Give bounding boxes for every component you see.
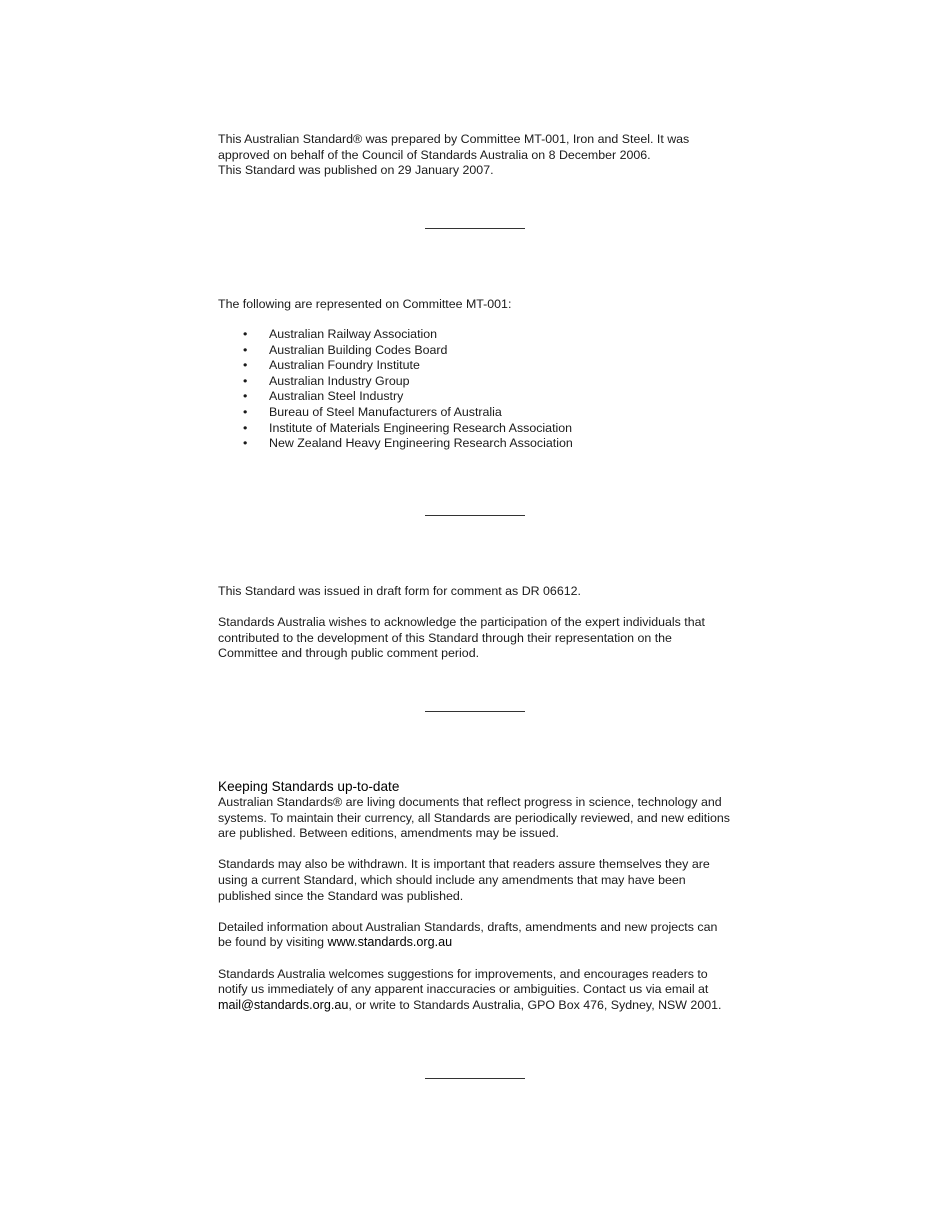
list-item xyxy=(218,405,573,421)
paragraph-line: published since the Standard was published. xyxy=(218,888,464,903)
acknowledgement-line: Committee and through public comment period. xyxy=(218,646,480,661)
list-item xyxy=(218,389,573,405)
section-divider xyxy=(425,1078,525,1079)
paragraph-line: systems. To maintain their currency, all Standards are periodically reviewed, and new editions xyxy=(218,810,730,825)
address-suffix: , or write to Standards Australia, GPO Box 476, Sydney, NSW 2001. xyxy=(348,997,722,1012)
section-divider xyxy=(425,515,525,516)
acknowledgement-line: Standards Australia wishes to acknowledge the participation of the expert individuals that xyxy=(218,615,705,630)
section-heading: Keeping Standards up-to-date xyxy=(218,779,400,794)
paragraph-line: Standards may also be withdrawn. It is important that readers assure themselves they are xyxy=(218,857,710,872)
bullet-icon: • xyxy=(243,373,248,388)
paragraph-line: notify us immediately of any apparent inaccuracies or ambiguities. Contact us via email at xyxy=(218,982,709,997)
list-item xyxy=(218,436,573,452)
member-name: Australian Steel Industry xyxy=(269,389,404,404)
bullet-icon: • xyxy=(243,420,248,435)
prep-notice-line: This Australian Standard® was prepared by Committee MT-001, Iron and Steel. It was xyxy=(218,132,690,146)
prep-notice-line: approved on behalf of the Council of Standards Australia on 8 December 2006. xyxy=(218,147,651,162)
section-divider xyxy=(425,711,525,712)
member-name: New Zealand Heavy Engineering Research Association xyxy=(269,436,573,451)
draft-notice xyxy=(218,584,738,662)
members-list xyxy=(218,327,573,452)
list-item xyxy=(218,343,573,359)
section-divider xyxy=(425,228,525,229)
member-name: Bureau of Steel Manufacturers of Australia xyxy=(269,404,502,419)
members-intro: The following are represented on Committee MT-001: xyxy=(218,297,512,311)
paragraph-line: Detailed information about Australian Standards, drafts, amendments and new projects can xyxy=(218,919,718,934)
bullet-icon: • xyxy=(243,342,248,357)
member-name: Australian Industry Group xyxy=(269,373,410,388)
bullet-icon: • xyxy=(243,436,248,451)
member-name: Institute of Materials Engineering Research Association xyxy=(269,420,573,435)
draft-issued-text: This Standard was issued in draft form for comment as DR 06612. xyxy=(218,584,581,598)
paragraph-line: are published. Between editions, amendments may be issued. xyxy=(218,826,559,841)
paragraph-line: Australian Standards® are living documents that reflect progress in science, technology and xyxy=(218,795,722,809)
paragraph-line xyxy=(218,998,748,1014)
list-item xyxy=(218,358,573,374)
bullet-icon: • xyxy=(243,389,248,404)
member-name: Australian Railway Association xyxy=(269,327,438,341)
website-link[interactable]: www.standards.org.au xyxy=(327,935,453,950)
paragraph-line: Standards Australia welcomes suggestions for improvements, and encourages readers to xyxy=(218,966,708,981)
paragraph-line: using a current Standard, which should include any amendments that may have been xyxy=(218,872,686,887)
bullet-icon: • xyxy=(243,358,248,373)
bullet-icon: • xyxy=(243,404,248,419)
list-item xyxy=(218,374,573,390)
member-name: Australian Foundry Institute xyxy=(269,358,420,373)
paragraph-line xyxy=(218,935,748,951)
visit-prefix: be found by visiting xyxy=(218,935,328,950)
list-item xyxy=(218,421,573,437)
uptodate-section xyxy=(218,778,748,1013)
acknowledgement-line: contributed to the development of this Standard through their representation on the xyxy=(218,630,672,645)
prep-notice-line: This Standard was published on 29 January 2007. xyxy=(218,163,494,178)
member-name: Australian Building Codes Board xyxy=(269,342,448,357)
email-link[interactable]: mail@standards.org.au xyxy=(218,997,349,1012)
bullet-icon: • xyxy=(243,327,248,341)
preparation-notice xyxy=(218,132,738,179)
list-item xyxy=(218,327,573,343)
